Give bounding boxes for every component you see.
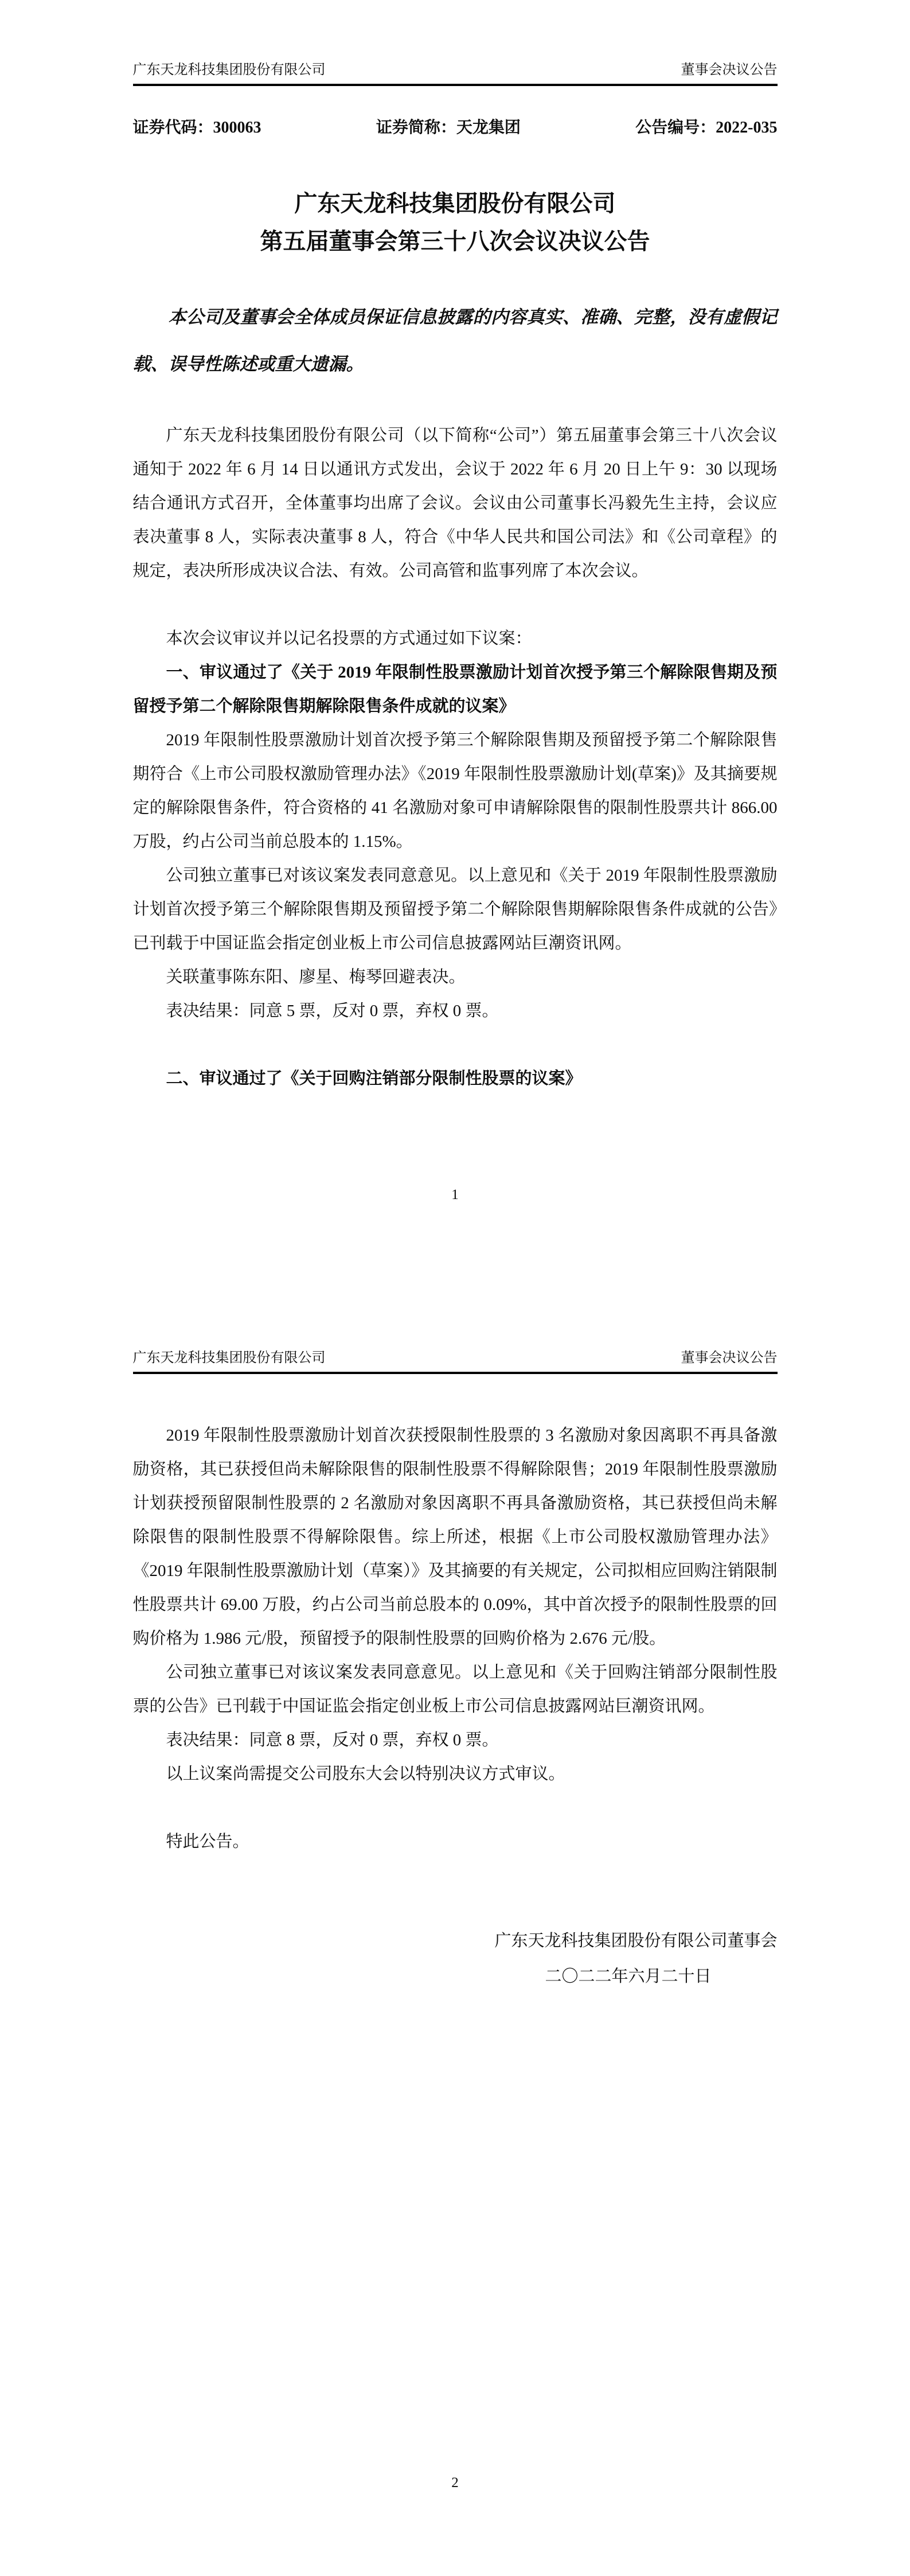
signature-company: 广东天龙科技集团股份有限公司董事会 — [494, 1932, 778, 1950]
closing-announcement: 特此公告。 — [166, 1832, 249, 1851]
header-company-name: 广东天龙科技集团股份有限公司 — [132, 63, 326, 77]
page-1-body — [133, 419, 778, 1096]
truthfulness-statement: 本公司及董事会全体成员保证信息披露的内容真实、准确、完整，没有虚假记载、误导性陈述或重大遗漏。 — [132, 307, 778, 374]
resolution-1-vote-result: 表决结果：同意 5 票，反对 0 票，弃权 0 票。 — [166, 1002, 499, 1020]
signature-date: 二〇二二年六月二十日 — [545, 1967, 712, 1986]
resolution-1-opinion-paragraph: 公司独立董事已对该议案发表同意意见。以上意见和《关于 2019 年限制性股票激励计划首次授予第三个解除限售期及预留授予第二个解除限售期解除限售条件成就的公告》已刊载于中国证监会指定创业板上市公司信息披露网站巨潮资讯网。 — [132, 866, 778, 952]
page-1-number: 1 — [451, 1187, 459, 1203]
page-2-running-header — [133, 1288, 778, 1374]
resolution-1-heading: 一、审议通过了《关于 2019 年限制性股票激励计划首次授予第三个解除限售期及预留授予第二个解除限售期解除限售条件成就的议案》 — [132, 663, 778, 715]
page-2-body — [133, 1419, 778, 1859]
header-doc-type: 董事会决议公告 — [681, 1351, 778, 1365]
resolution-2-opinion-paragraph: 公司独立董事已对该议案发表同意意见。以上意见和《关于回购注销部分限制性股票的公告》已刊载于中国证监会指定创业板上市公司信息披露网站巨潮资讯网。 — [132, 1663, 778, 1715]
stock-code: 证券代码：300063 — [132, 119, 261, 137]
document-title-line-1: 广东天龙科技集团股份有限公司 — [294, 190, 616, 216]
meeting-intro-paragraph: 广东天龙科技集团股份有限公司（以下简称“公司”）第五届董事会第三十八次会议通知于 2022 年 6 月 14 日以通讯方式发出，会议于 2022 年 6 月 20 日上午 9：30 以现场结合通讯方式召开，全体董事均出席了会议。会议由公司董事长冯毅先生主持，会议应表决董事 8 人，实际表决董事 8 人，符合《中华人民共和国公司法》和《公司章程》的规定，表决所形成决议合法、有效。公司高管和监事列席了本次会议。 — [132, 426, 778, 580]
document-title-line-2: 第五届董事会第三十八次会议决议公告 — [260, 228, 650, 254]
recusal-paragraph: 关联董事陈东阳、廖星、梅琴回避表决。 — [166, 968, 466, 986]
header-company-name: 广东天龙科技集团股份有限公司 — [132, 1351, 326, 1365]
stock-short-name: 证券简称：天龙集团 — [376, 119, 521, 137]
voting-method-paragraph: 本次会议审议并以记名投票的方式通过如下议案： — [166, 629, 532, 648]
resolution-1-detail-paragraph: 2019 年限制性股票激励计划首次授予第三个解除限售期及预留授予第二个解除限售期符合《上市公司股权激励管理办法》《2019 年限制性股票激励计划(草案)》及其摘要规定的解除限售条件，符合资格的 41 名激励对象可申请解除限售的限制性股票共计 866.00 万股，约占公司当前总股本的 1.15%。 — [132, 731, 778, 851]
page-2-number: 2 — [451, 2475, 459, 2491]
page-1-running-header — [133, 0, 778, 86]
resolution-2-vote-result: 表决结果：同意 8 票，反对 0 票，弃权 0 票。 — [166, 1731, 499, 1749]
document-title — [133, 185, 778, 260]
signature-block — [133, 1923, 778, 1994]
shareholder-meeting-note: 以上议案尚需提交公司股东大会以特别决议方式审议。 — [166, 1765, 565, 1783]
header-doc-type: 董事会决议公告 — [681, 63, 778, 77]
resolution-2-heading: 二、审议通过了《关于回购注销部分限制性股票的议案》 — [166, 1069, 582, 1088]
securities-info-line — [133, 115, 778, 138]
announcement-number: 公告编号：2022-035 — [635, 119, 778, 137]
resolution-2-detail-paragraph: 2019 年限制性股票激励计划首次获授限制性股票的 3 名激励对象因离职不再具备激励资格，其已获授但尚未解除限售的限制性股票不得解除限售；2019 年限制性股票激励计划获授预留限制性股票的 2 名激励对象因离职不再具备激励资格，其已获授但尚未解除限售的限制性股票不得解除限售。综上所述，根据《上市公司股权激励管理办法》《2019 年限制性股票激励计划（草案）》及其摘要的有关规定，公司拟相应回购注销限制性股票共计 69.00 万股，约占公司当前总股本的 0.09%，其中首次授予的限制性股票的回购价格为 1.986 元/股，预留授予的限制性股票的回购价格为 2.676 元/股。 — [132, 1426, 778, 1648]
page-2 — [0, 1288, 910, 2576]
